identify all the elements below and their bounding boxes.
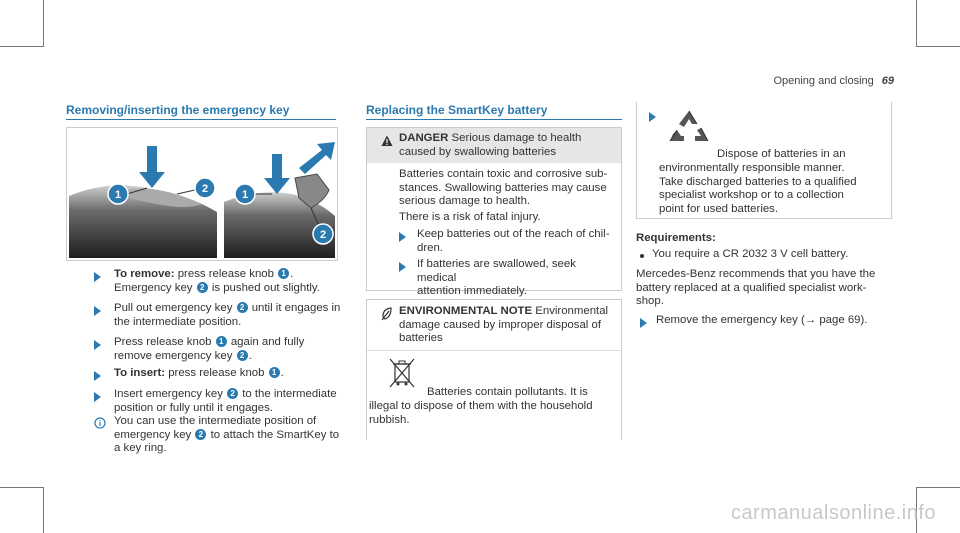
step-text: Pull out emergency key <box>114 302 236 314</box>
crop-mark <box>43 0 44 47</box>
step-text: Insert emergency key <box>114 388 227 400</box>
callout-2-left: 2 <box>201 183 209 195</box>
recycle-icon <box>667 108 711 150</box>
bullet-icon <box>640 254 644 258</box>
recycle-line: Take discharged batteries to a qualified <box>659 175 857 188</box>
step-arrow-icon <box>94 392 101 402</box>
step-text: Keep batteries out of the reach of chil- <box>417 228 610 240</box>
crop-mark <box>43 487 44 533</box>
requirement-item: You require a CR 2032 3 V cell battery. <box>652 248 849 260</box>
step-text: until it engages in <box>248 302 341 314</box>
step-arrow-icon <box>94 306 101 316</box>
step-text: is pushed out slightly. <box>208 281 320 294</box>
callout-1-left: 1 <box>114 189 122 201</box>
danger-body <box>399 168 619 224</box>
danger-body-line: Batteries contain toxic and corrosive sub- <box>399 168 608 180</box>
step-text: . <box>280 367 284 379</box>
section-heading-battery: Replacing the SmartKey battery <box>366 103 548 117</box>
step-text: position or fully until it engages. <box>114 401 273 414</box>
heading-rule <box>66 119 336 120</box>
paragraph-line: battery replaced at a qualified specialist work- <box>636 281 867 294</box>
environmental-box <box>366 299 622 440</box>
badge-2: 2 <box>197 282 208 293</box>
section-heading-emergency-key: Removing/inserting the emergency key <box>66 103 290 117</box>
step-text: again and fully <box>227 336 305 348</box>
env-body-line: illegal to dispose of them with the household <box>369 400 593 412</box>
paragraph-line: Mercedes-Benz recommends that you have the <box>636 268 876 280</box>
note-text: to attach the SmartKey to <box>207 428 340 441</box>
step-text: Remove the emergency key ( <box>656 314 805 326</box>
section-title: Opening and closing <box>773 75 874 87</box>
step-text: to the intermediate <box>239 388 337 400</box>
step-text: remove emergency key <box>114 349 236 362</box>
page-header <box>773 75 894 87</box>
danger-heading-text: caused by swallowing batteries <box>399 145 557 158</box>
step-arrow-icon <box>94 272 101 282</box>
info-icon <box>94 416 106 428</box>
recycle-box <box>636 102 892 219</box>
leaf-icon <box>381 307 393 321</box>
recycle-rest <box>659 162 889 216</box>
recycle-line: specialist workshop or to a collection <box>659 189 844 202</box>
badge-2: 2 <box>237 302 248 313</box>
requirements-heading: Requirements: <box>636 232 716 244</box>
badge-2: 2 <box>227 388 238 399</box>
danger-heading-text: Serious damage to health <box>448 132 582 144</box>
note-text: a key ring. <box>114 442 167 455</box>
badge-1: 1 <box>278 268 289 279</box>
step-text: press release knob <box>165 367 268 379</box>
step-text: If batteries are swallowed, seek medical <box>417 258 576 284</box>
env-heading-text: Environmental <box>532 305 609 317</box>
crop-mark <box>0 46 44 47</box>
badge-2: 2 <box>195 429 206 440</box>
step-lead: To remove: <box>114 268 175 280</box>
callout-2-right: 2 <box>319 229 327 241</box>
step-arrow-icon <box>94 371 101 381</box>
env-heading-text: batteries <box>399 332 443 345</box>
step-insert <box>114 367 344 381</box>
recommendation-paragraph <box>636 268 892 309</box>
danger-body-line: stances. Swallowing batteries may cause <box>399 181 607 194</box>
recycle-line: Dispose of batteries in an <box>717 148 846 160</box>
warning-triangle-icon <box>381 134 393 146</box>
danger-step-swallowed <box>417 258 617 299</box>
recycle-line: point for used batteries. <box>659 202 779 215</box>
danger-heading <box>399 132 619 159</box>
step-remove <box>114 268 344 295</box>
step-text: the intermediate position. <box>114 315 242 328</box>
step-text: Emergency key <box>114 281 196 294</box>
note-text: You can use the intermediate position of <box>114 415 317 427</box>
step-arrow-icon <box>640 318 647 328</box>
step-remove-key <box>656 314 892 328</box>
environmental-heading <box>399 305 619 346</box>
callout-1-right: 1 <box>241 189 249 201</box>
paragraph-line: shop. <box>636 295 664 308</box>
step-text: ). <box>860 314 868 326</box>
step-arrow-icon <box>649 112 656 122</box>
crossed-out-bin-icon <box>387 356 417 388</box>
note-text: emergency key <box>114 428 195 441</box>
page-number: 69 <box>881 75 894 87</box>
info-note <box>114 415 344 456</box>
badge-1: 1 <box>216 336 227 347</box>
step-text: dren. <box>417 241 443 254</box>
step-arrow-icon <box>399 262 406 272</box>
step-text: . <box>290 268 294 280</box>
environmental-label: ENVIRONMENTAL NOTE <box>399 305 533 317</box>
step-lead: To insert: <box>114 367 166 379</box>
danger-label: DANGER <box>399 132 449 144</box>
danger-body-line: serious damage to health. <box>399 195 531 208</box>
step-pull-out <box>114 302 344 329</box>
danger-box <box>366 127 622 298</box>
env-body-rest <box>369 400 619 427</box>
step-text: . <box>248 349 252 362</box>
badge-1: 1 <box>269 367 280 378</box>
heading-rule <box>366 119 622 120</box>
step-insert-key <box>114 388 344 415</box>
danger-step-keep <box>417 228 617 255</box>
crop-mark <box>0 487 44 488</box>
crop-mark <box>916 46 960 47</box>
page-reference-link[interactable]: → page 69 <box>804 314 861 326</box>
step-arrow-icon <box>399 232 406 242</box>
step-text: Press release knob <box>114 336 215 348</box>
env-body-line: rubbish. <box>369 413 410 426</box>
recycle-line: environmentally responsible manner. <box>659 162 845 174</box>
env-heading-text: damage caused by improper disposal of <box>399 318 601 331</box>
step-text: press release knob <box>174 268 278 280</box>
environmental-header <box>367 300 621 351</box>
step-text: attention immediately. <box>417 285 527 298</box>
key-illustration-svg <box>67 128 337 260</box>
step-press-again <box>114 336 344 363</box>
crop-mark <box>916 0 917 47</box>
danger-body-line: There is a risk of fatal injury. <box>399 210 541 223</box>
danger-header <box>367 128 621 163</box>
step-arrow-icon <box>94 340 101 350</box>
watermark: carmanualsonline.info <box>730 502 936 524</box>
badge-2: 2 <box>237 350 248 361</box>
key-illustration <box>66 127 338 261</box>
env-body-line: Batteries contain pollutants. It is <box>427 386 588 398</box>
crop-mark <box>916 487 960 488</box>
